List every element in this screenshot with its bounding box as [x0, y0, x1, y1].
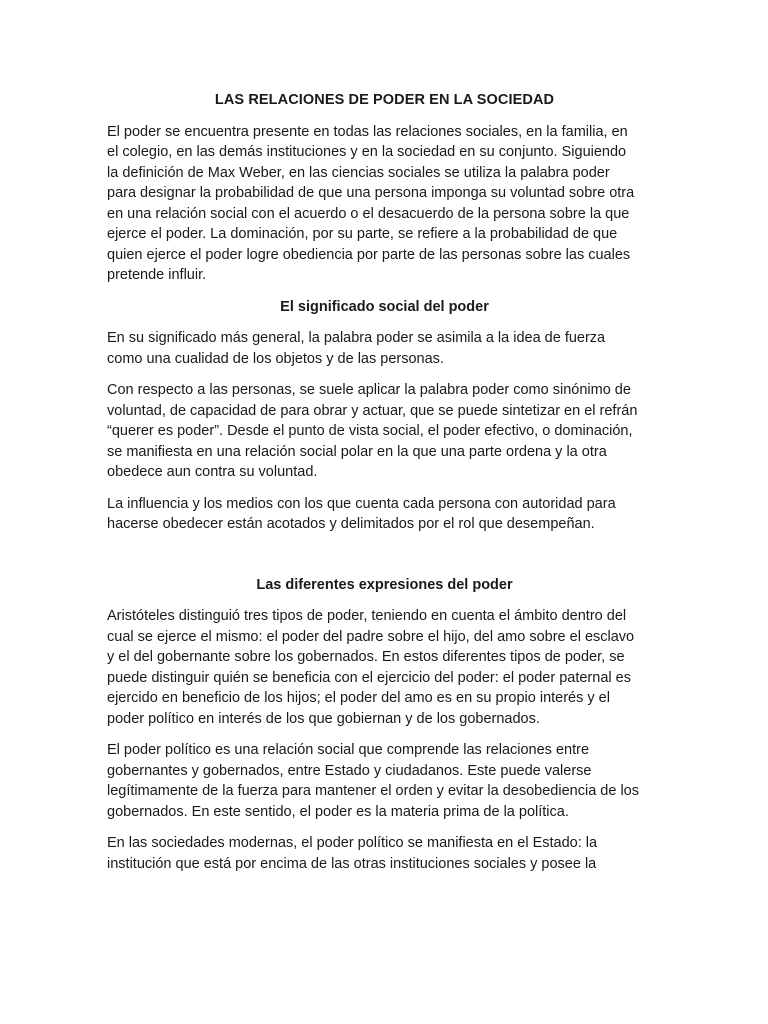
text-line: En su significado más general, la palabra poder se asimila a la idea de fuerza [107, 330, 606, 346]
text-line: “querer es poder”. Desde el punto de vista social, el poder efectivo, o dominación, [107, 423, 633, 439]
paragraph-aristoteles [107, 606, 662, 729]
text-line: El poder se encuentra presente en todas las relaciones sociales, en la familia, en [107, 123, 628, 140]
text-line: obedece aun contra su voluntad. [107, 464, 318, 480]
text-line: cual se ejerce el mismo: el poder del padre sobre el hijo, del amo sobre el esclavo [107, 628, 635, 645]
text-line: En las sociedades modernas, el poder político se manifiesta en el Estado: la [107, 835, 598, 851]
paragraph-significado-general [107, 328, 662, 369]
paragraph-sociedades-modernas [107, 833, 662, 874]
text-line: gobernados. En este sentido, el poder es la materia prima de la política. [107, 803, 569, 820]
paragraph-personas [107, 380, 662, 483]
text-line: como una cualidad de los objetos y de las personas. [107, 350, 444, 367]
text-line: hacerse obedecer están acotados y delimitados por el rol que desempeñan. [107, 516, 595, 532]
text-line: ejercido en beneficio de los hijos; el poder del amo es en su propio interés y el [107, 690, 610, 706]
text-line: el colegio, en las demás instituciones y en la sociedad en su conjunto. Siguiendo [107, 144, 627, 160]
text-line: El poder político es una relación social que comprende las relaciones entre [107, 742, 590, 758]
text-line: institución que está por encima de las otras instituciones sociales y posee la [107, 855, 597, 872]
text-line: y el del gobernante sobre los gobernados. En estos diferentes tipos de poder, se [107, 649, 625, 665]
section-heading-significado: El significado social del poder [280, 298, 489, 315]
intro-paragraph [107, 122, 662, 286]
paragraph-influencia [107, 494, 662, 535]
text-line: poder político en interés de los que gobiernan y de los gobernados. [107, 710, 540, 727]
text-line: se manifiesta en una relación social polar en la que una parte ordena y la otra [107, 443, 607, 460]
text-line: puede distinguir quién se beneficia con el ejercicio del poder: el poder paternal es [107, 669, 631, 686]
document-title: LAS RELACIONES DE PODER EN LA SOCIEDAD [214, 92, 555, 108]
text-line: voluntad, de capacidad de para obrar y actuar, que se puede sintetizar en el refrán [107, 402, 638, 419]
text-line: ejerce el poder. La dominación, por su parte, se refiere a la probabilidad de que [107, 226, 618, 242]
section-heading-expresiones: Las diferentes expresiones del poder [256, 576, 513, 593]
document-content [107, 90, 662, 885]
text-line: Aristóteles distinguió tres tipos de poder, teniendo en cuenta el ámbito dentro del [107, 608, 627, 624]
paragraph-poder-politico [107, 740, 662, 822]
text-line: La influencia y los medios con los que cuenta cada persona con autoridad para [107, 495, 616, 512]
text-line: pretende influir. [107, 267, 207, 283]
spacer [107, 546, 662, 575]
text-line: Con respecto a las personas, se suele aplicar la palabra poder como sinónimo de [107, 382, 631, 398]
text-line: en una relación social con el acuerdo o el desacuerdo de la persona sobre la que [107, 205, 630, 222]
text-line: gobernantes y gobernados, entre Estado y ciudadanos. Este puede valerse [107, 762, 592, 779]
text-line: la definición de Max Weber, en las ciencias sociales se utiliza la palabra poder [107, 164, 610, 181]
text-line: para designar la probabilidad de que una persona imponga su voluntad sobre otra [107, 185, 635, 201]
text-line: legítimamente de la fuerza para mantener el orden y evitar la desobediencia de los [107, 783, 639, 799]
text-line: quien ejerce el poder logre obediencia por parte de las personas sobre las cuales [107, 246, 631, 263]
